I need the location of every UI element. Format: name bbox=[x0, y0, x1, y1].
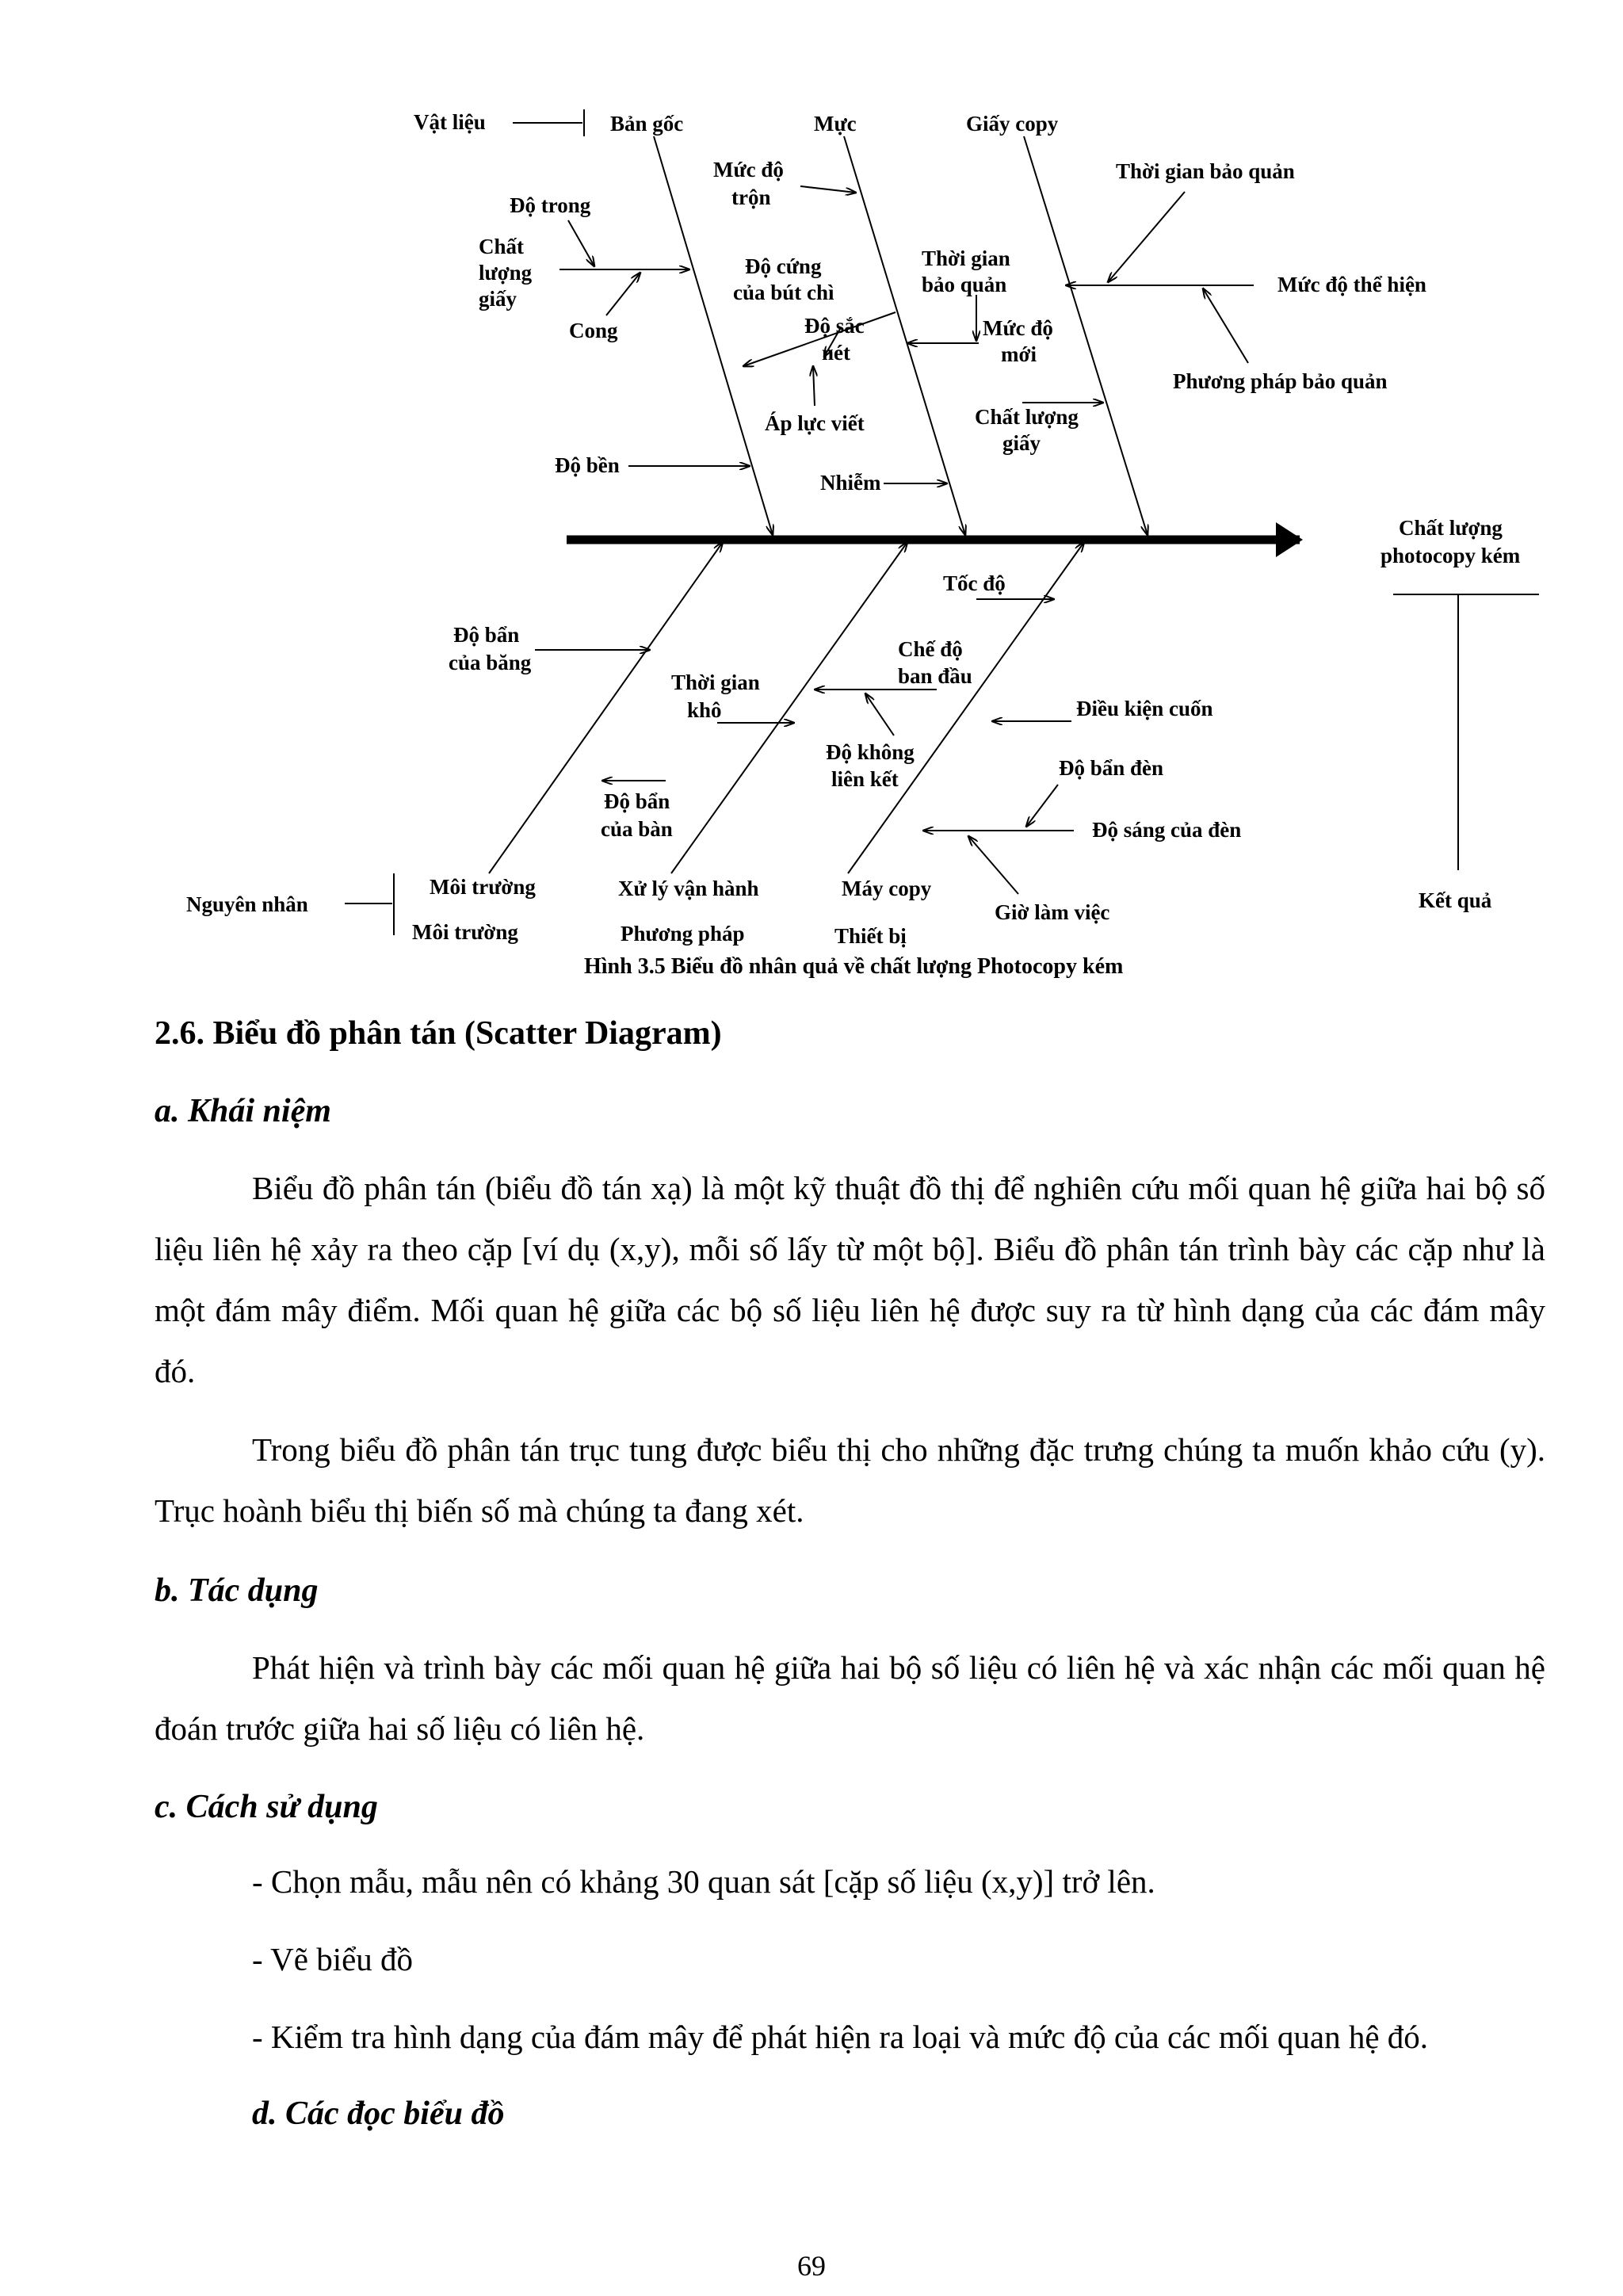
label-ket-qua: Kết quả bbox=[1419, 888, 1492, 912]
label-do-ben: Độ bền bbox=[555, 453, 620, 477]
label-dk-cuon: Điều kiện cuốn bbox=[1076, 697, 1213, 720]
subheading-khai-niem: a. Khái niệm bbox=[155, 1093, 331, 1129]
list-item: - Chọn mẫu, mẫu nên có khảng 30 quan sát [cặp số liệu (x,y)] trở lên. bbox=[252, 1863, 1155, 1900]
label-do-khong-lk-1: Độ không bbox=[826, 740, 915, 764]
section-heading: 2.6. Biểu đồ phân tán (Scatter Diagram) bbox=[155, 1015, 722, 1052]
arrow-do-ban-den bbox=[1026, 785, 1058, 827]
subheading-tac-dung: b. Tác dụng bbox=[155, 1572, 319, 1609]
list-item: - Vẽ biểu đồ bbox=[252, 1941, 414, 1977]
label-tg-bao-quan-mid-2: bảo quản bbox=[922, 273, 1007, 296]
label-do-ban-ban-2: của bàn bbox=[601, 817, 673, 841]
label-do-khong-lk-2: liên kết bbox=[831, 767, 899, 791]
arrow-pp-bao-quan bbox=[1203, 288, 1248, 363]
label-tg-kho-2: khô bbox=[687, 698, 722, 722]
label-do-ban-den: Độ bẩn đèn bbox=[1059, 756, 1164, 780]
label-do-ban-bang-1: Độ bẩn bbox=[453, 623, 520, 647]
label-chat-luong-giay-2: lượng bbox=[479, 261, 533, 285]
label-ap-luc-viet: Áp lực viết bbox=[765, 411, 865, 435]
label-effect-line2: photocopy kém bbox=[1381, 544, 1521, 567]
label-do-sac-net-2: nét bbox=[822, 341, 850, 365]
label-nguyen-nhan: Nguyên nhân bbox=[186, 892, 308, 916]
page-number: 69 bbox=[797, 2250, 826, 2282]
label-thiet-bi: Thiết bị bbox=[834, 924, 907, 948]
label-phuong-phap: Phương pháp bbox=[621, 922, 745, 946]
figure-caption: Hình 3.5 Biểu đồ nhân quả về chất lượng Photocopy kém bbox=[584, 954, 1124, 979]
label-tg-bao-quan-mid-1: Thời gian bbox=[922, 246, 1010, 270]
arrow-do-khong-lk bbox=[865, 693, 894, 735]
cause-effect-diagram bbox=[0, 0, 1623, 991]
label-do-ban-bang-2: của băng bbox=[449, 651, 532, 674]
label-effect-line1: Chất lượng bbox=[1399, 516, 1503, 540]
label-gio-lam-viec: Giờ làm việc bbox=[995, 900, 1110, 924]
label-nhiem: Nhiễm bbox=[820, 471, 881, 495]
paragraph-khai-niem-1: Biểu đồ phân tán (biểu đồ tán xạ) là một kỹ thuật đồ thị để nghiên cứu mối quan hệ giữa hai bộ số liệu liên hệ xảy ra theo cặp [ví dụ (x,y), mỗi số lấy từ một bộ]. Biểu đồ phân tán trình bày các cặp như là một đám mây điểm. Mối quan hệ giữa các bộ số liệu liên hệ được suy ra từ hình dạng của các đám mây đó. bbox=[155, 1170, 1545, 1389]
label-cl-giay-mid-1: Chất lượng bbox=[975, 405, 1079, 429]
label-do-cung-1: Độ cứng bbox=[745, 254, 822, 278]
label-do-ban-ban-1: Độ bẩn bbox=[604, 789, 670, 813]
label-muc: Mực bbox=[814, 112, 857, 136]
label-muc-do-tron-2: trộn bbox=[731, 185, 771, 209]
paragraph-tac-dung: Phát hiện và trình bày các mối quan hệ giữa hai bộ số liệu có liên hệ và xác nhận các mối quan hệ đoán trước giữa hai số liệu có liên hệ. bbox=[155, 1649, 1545, 1747]
label-cong: Cong bbox=[569, 319, 618, 342]
arrow-tg-bao-quan-right bbox=[1108, 192, 1185, 282]
label-vat-lieu: Vật liệu bbox=[414, 110, 486, 134]
label-muc-do-the-hien: Mức độ thể hiện bbox=[1277, 273, 1426, 296]
list-item: - Kiểm tra hình dạng của đám mây để phát hiện ra loại và mức độ của các mối quan hệ đó. bbox=[252, 2019, 1429, 2055]
subheading-cach-su-dung: c. Cách sử dụng bbox=[155, 1789, 378, 1825]
label-may-copy: Máy copy bbox=[842, 877, 932, 900]
paragraph-khai-niem-2: Trong biểu đồ phân tán trục tung được biểu thị cho những đặc trưng chúng ta muốn khảo cứu (y). Trục hoành biểu thị biến số mà chúng ta đang xét. bbox=[155, 1431, 1545, 1529]
label-muc-do-tron-1: Mức độ bbox=[713, 158, 784, 181]
label-giay-copy: Giấy copy bbox=[966, 112, 1059, 136]
label-tg-bao-quan-right: Thời gian bảo quản bbox=[1116, 159, 1295, 183]
arrow-do-trong bbox=[568, 220, 594, 266]
label-do-sac-net-1: Độ sắc bbox=[804, 314, 865, 338]
label-toc-do: Tốc độ bbox=[943, 571, 1006, 595]
label-chat-luong-giay-1: Chất bbox=[479, 235, 525, 258]
arrow-muc-do-tron bbox=[800, 186, 856, 193]
label-cl-giay-mid-2: giấy bbox=[1002, 431, 1041, 455]
label-xu-ly-van-hanh: Xử lý vận hành bbox=[618, 877, 759, 900]
label-moi-truong-2: Môi trường bbox=[412, 920, 518, 944]
label-chat-luong-giay-3: giấy bbox=[479, 287, 517, 311]
label-ban-goc: Bản gốc bbox=[610, 112, 684, 136]
label-tg-kho-1: Thời gian bbox=[671, 670, 760, 694]
label-muc-do-moi-1: Mức độ bbox=[983, 316, 1053, 340]
label-do-cung-2: của bút chì bbox=[733, 281, 834, 304]
arrow-ap-luc-viet bbox=[813, 366, 815, 406]
label-che-do-1: Chế độ bbox=[898, 637, 963, 661]
subheading-cac-doc-bieu-do: d. Các đọc biểu đồ bbox=[252, 2095, 505, 2132]
label-pp-bao-quan: Phương pháp bảo quản bbox=[1173, 369, 1388, 393]
label-moi-truong-1: Môi trường bbox=[430, 875, 536, 899]
label-do-sang-den: Độ sáng của đèn bbox=[1092, 818, 1242, 842]
label-muc-do-moi-2: mới bbox=[1001, 342, 1037, 366]
arrow-cong bbox=[606, 273, 640, 315]
arrow-gio-lam-viec bbox=[968, 836, 1018, 894]
label-che-do-2: ban đầu bbox=[898, 664, 972, 688]
label-do-trong: Độ trong bbox=[510, 193, 591, 217]
